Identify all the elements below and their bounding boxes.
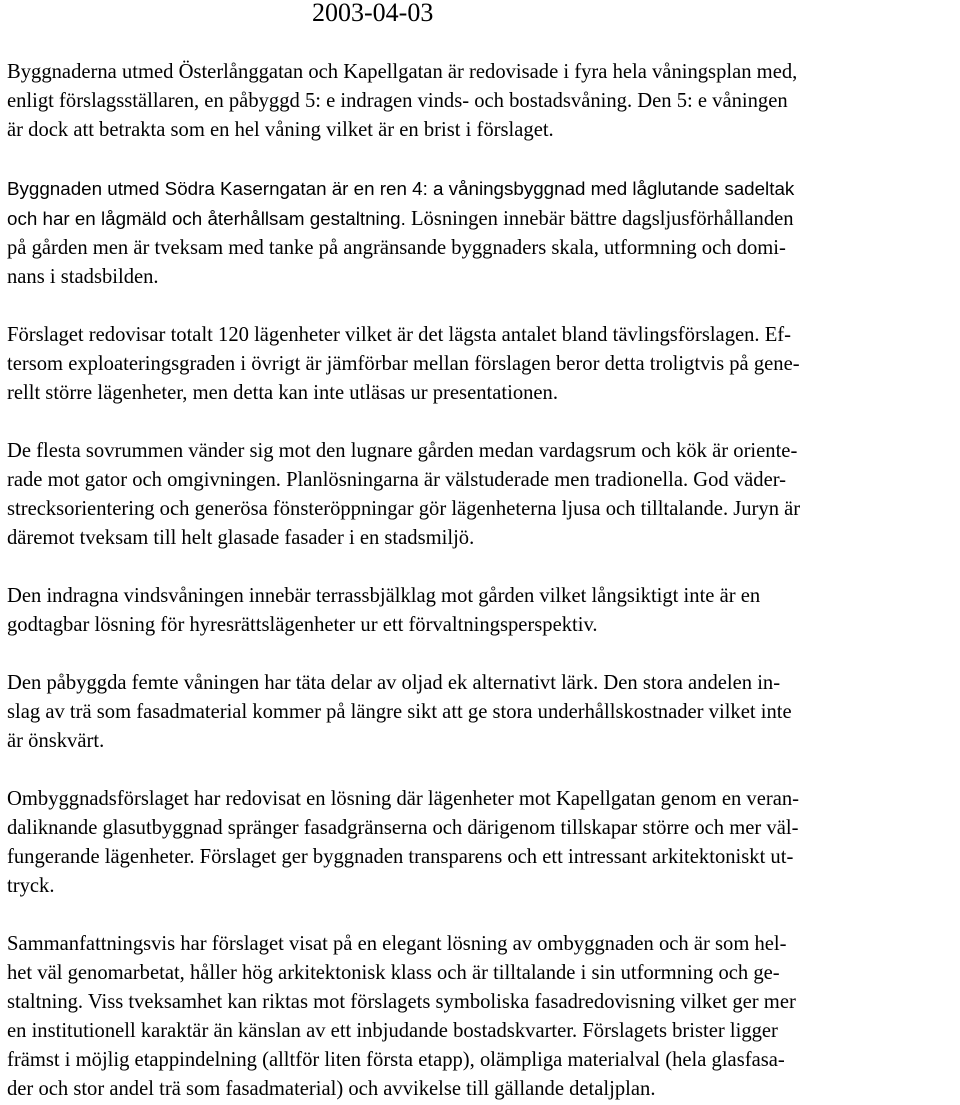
text-run: fungerande lägenheter. Förslaget ger byggnaden transparens och ett intressant arkitektoniskt ut- bbox=[7, 846, 794, 868]
text-run: Lösningen innebär bättre dagsljusförhållanden bbox=[405, 208, 794, 230]
paragraph bbox=[7, 437, 957, 553]
text-run: Förslaget redovisar totalt 120 lägenheter vilket är det lägsta antalet bland tävlingsförslagen. Ef- bbox=[7, 324, 792, 346]
text-run: enligt förslagsställaren, en påbyggd 5: e indragen vinds- och bostadsvåning. Den 5: e våningen bbox=[7, 90, 788, 112]
text-run: tersom exploateringsgraden i övrigt är jämförbar mellan förslagen beror detta troligtvis på gene- bbox=[7, 353, 800, 375]
text-line bbox=[7, 234, 957, 263]
text-line bbox=[7, 727, 957, 756]
text-line bbox=[7, 582, 957, 611]
text-run: staltning. Viss tveksamhet kan riktas mot förslagets symboliska fasadredovisning vilket ger mer bbox=[7, 991, 796, 1013]
paragraph bbox=[7, 58, 957, 145]
text-line bbox=[7, 174, 957, 204]
text-line bbox=[7, 495, 957, 524]
text-line bbox=[7, 843, 957, 872]
text-line bbox=[7, 87, 957, 116]
text-run: är önskvärt. bbox=[7, 730, 105, 752]
text-run: De flesta sovrummen vänder sig mot den lugnare gården medan vardagsrum och kök är oriente- bbox=[7, 440, 798, 462]
text-line bbox=[7, 669, 957, 698]
text-run: och har en lågmäld och återhållsam gestaltning. bbox=[7, 208, 406, 229]
text-line bbox=[7, 437, 957, 466]
text-line bbox=[7, 379, 957, 408]
text-run: slag av trä som fasadmaterial kommer på längre sikt att ge stora underhållskostnader vilket inte bbox=[7, 701, 792, 723]
text-line bbox=[7, 959, 957, 988]
paragraph bbox=[7, 785, 957, 901]
text-line bbox=[7, 611, 957, 640]
text-run: Den indragna vindsvåningen innebär terrassbjälklag mot gården vilket långsiktigt inte är en bbox=[7, 585, 761, 607]
text-run: däremot tveksam till helt glasade fasader i en stadsmiljö. bbox=[7, 527, 475, 549]
text-run: är dock att betrakta som en hel våning vilket är en brist i förslaget. bbox=[7, 119, 554, 141]
text-line bbox=[7, 814, 957, 843]
text-line bbox=[7, 524, 957, 553]
text-line bbox=[7, 321, 957, 350]
document-date: 2003-04-03 bbox=[312, 0, 434, 27]
text-line bbox=[7, 263, 957, 292]
text-line bbox=[7, 930, 957, 959]
text-line bbox=[7, 988, 957, 1017]
text-line bbox=[7, 1017, 957, 1046]
paragraph bbox=[7, 174, 957, 292]
text-run: strecksorientering och generösa fönsteröppningar gör lägenheterna ljusa och tilltalande. Juryn är bbox=[7, 498, 801, 520]
text-run: en institutionell karaktär än känslan av ett inbjudande bostadskvarter. Förslagets brister ligger bbox=[7, 1020, 778, 1042]
text-run: Den påbyggda femte våningen har täta delar av oljad ek alternativt lärk. Den stora andelen in- bbox=[7, 672, 781, 694]
text-line bbox=[7, 204, 957, 234]
text-run: Ombyggnadsförslaget har redovisat en lösning där lägenheter mot Kapellgatan genom en veran- bbox=[7, 788, 800, 810]
paragraph bbox=[7, 321, 957, 408]
text-line bbox=[7, 58, 957, 87]
paragraph bbox=[7, 582, 957, 640]
text-run: Byggnaden utmed Södra Kaserngatan är en ren 4: a våningsbyggnad med låglutande sadeltak bbox=[7, 178, 795, 199]
text-run: tryck. bbox=[7, 875, 55, 897]
text-run: främst i möjlig etappindelning (alltför liten första etapp), olämpliga materialval (hela glasfasa- bbox=[7, 1049, 785, 1071]
text-run: der och stor andel trä som fasadmaterial) och avvikelse till gällande detaljplan. bbox=[7, 1078, 656, 1100]
paragraph bbox=[7, 930, 957, 1104]
text-run: rellt större lägenheter, men detta kan inte utläsas ur presentationen. bbox=[7, 382, 558, 404]
text-run: Byggnaderna utmed Österlånggatan och Kapellgatan är redovisade i fyra hela våningsplan med, bbox=[7, 61, 798, 83]
text-run: på gården men är tveksam med tanke på angränsande byggnaders skala, utformning och domi- bbox=[7, 237, 786, 259]
text-run: het väl genomarbetat, håller hög arkitektonisk klass och är tilltalande i sin utformning och ge- bbox=[7, 962, 780, 984]
text-line bbox=[7, 466, 957, 495]
text-line bbox=[7, 1046, 957, 1075]
text-run: Sammanfattningsvis har förslaget visat på en elegant lösning av ombyggnaden och är som hel- bbox=[7, 933, 787, 955]
text-line bbox=[7, 872, 957, 901]
text-run: nans i stadsbilden. bbox=[7, 266, 159, 288]
text-line bbox=[7, 1075, 957, 1104]
text-run: daliknande glasutbyggnad spränger fasadgränserna och därigenom tillskapar större och mer väl- bbox=[7, 817, 799, 839]
document-body bbox=[7, 58, 957, 1104]
text-line bbox=[7, 785, 957, 814]
paragraph bbox=[7, 669, 957, 756]
text-line bbox=[7, 698, 957, 727]
text-run: godtagbar lösning för hyresrättslägenheter ur ett förvaltningsperspektiv. bbox=[7, 614, 598, 636]
text-run: rade mot gator och omgivningen. Planlösningarna är välstuderade men tradionella. God väder- bbox=[7, 469, 787, 491]
text-line bbox=[7, 116, 957, 145]
text-line bbox=[7, 350, 957, 379]
